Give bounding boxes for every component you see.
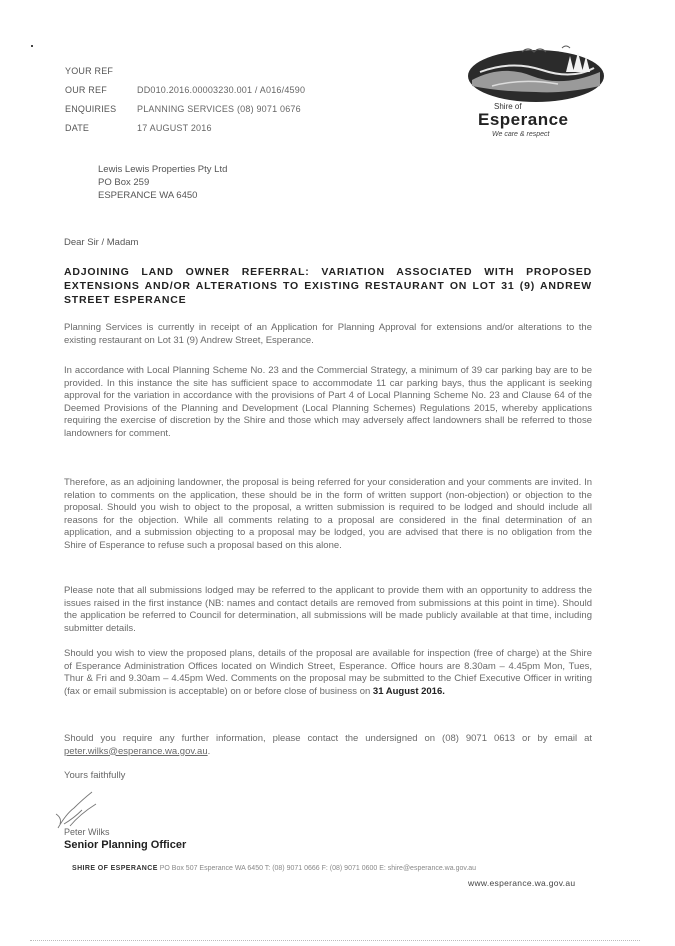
- logo-shire-of: Shire of: [494, 102, 522, 111]
- body-paragraph: Please note that all submissions lodged may be referred to the applicant to provide them with an opportunity to address the issues raised in the first instance (NB: names and contact details are removed from submissions at this point in time). Should the application be referred to Council for determination, all submissions will be made publicly available at that time, including submitter details.: [64, 585, 592, 634]
- paragraph-text: Should you require any further information, please contact the undersigned on (08) 9071 0613 or by email at: [64, 733, 592, 744]
- subject-heading: ADJOINING LAND OWNER REFERRAL: VARIATION ASSOCIATED WITH PROPOSED EXTENSIONS AND/OR ALTERATIONS TO EXISTING RESTAURANT ON LOT 31 (9) ANDREW STREET ESPERANCE: [64, 266, 592, 306]
- footer-contact: PO Box 507 Esperance WA 6450 T: (08) 9071 0666 F: (08) 9071 0600 E: shire@esperance.wa.gov.au: [159, 865, 477, 872]
- body-paragraph: Planning Services is currently in receipt of an Application for Planning Approval for extensions and/or alterations to the existing restaurant on Lot 31 (9) Andrew Street, Esperance.: [64, 322, 592, 346]
- scan-speck: [31, 45, 33, 47]
- reference-row: [65, 118, 305, 137]
- footer-org: SHIRE OF ESPERANCE: [72, 865, 158, 872]
- reference-row: [65, 99, 305, 118]
- paragraph-text: Should you wish to view the proposed plans, details of the proposal are available for inspection (free of charge) at the Shire of Esperance Administration Offices located on Windich Street, Esperance. Office hours are 8.30am – 4.45pm Mon, Tues, Thur & Fri and 9.30am – 4.45pm Wed. Comments on the proposal may be submitted to the Chief Executive Officer in writing (fax or email submission is acceptable) on or before close of business on: [64, 648, 592, 697]
- reference-value: 17 AUGUST 2016: [137, 122, 212, 133]
- shire-emblem-icon: [462, 42, 610, 104]
- reference-label: OUR REF: [65, 84, 107, 95]
- body-paragraph: Therefore, as an adjoining landowner, the proposal is being referred for your consideration and your comments are invited. In relation to comments on the application, these should be in the form of written support (non-objection) or objection to the proposal. Should you wish to object to the proposal, a written submission is required to be lodged and should include all reasons for the objection. While all comments relating to a proposal are considered in the final determination of an application, and a submission objecting to a proposal may be lodged, you are advised that there is no obligation from the Shire of Esperance to refuse such a proposal based on this alone.: [64, 477, 592, 551]
- logo-tagline: We care & respect: [492, 131, 550, 138]
- letterhead-footer: [72, 865, 476, 872]
- reference-value: DD010.2016.00003230.001 / A016/4590: [137, 84, 306, 95]
- paragraph-text: .: [207, 745, 211, 757]
- reference-block: [65, 61, 305, 137]
- email-link[interactable]: peter.wilks@esperance.wa.gov.au: [64, 745, 208, 757]
- closing: Yours faithfully: [64, 770, 126, 781]
- logo-name: Esperance: [478, 110, 569, 129]
- salutation: Dear Sir / Madam: [64, 237, 139, 248]
- recipient-address: [98, 163, 227, 202]
- reference-value: PLANNING SERVICES (08) 9071 0676: [137, 103, 301, 114]
- reference-row: [65, 80, 305, 99]
- reference-label: DATE: [65, 122, 90, 133]
- body-paragraph: In accordance with Local Planning Scheme No. 23 and the Commercial Strategy, a minimum of 39 car parking bay are to be provided. In this instance the site has sufficient space to accommodate 11 car parking bays, thus the applicant is seeking approval for the variation in accordance with the provisions of Part 4 of Local Planning Scheme No. 23 and Clause 64 of the Deemed Provisions of the Planning and Development (Local Planning Schemes) Regulations 2015, whereby applications requiring the exercise of discretion by the Shire and those which may adversely affect landowners shall be referred to those landowners for comment.: [64, 365, 592, 439]
- address-line: Lewis Lewis Properties Pty Ltd: [98, 164, 228, 175]
- signer-title: Senior Planning Officer: [64, 839, 187, 851]
- reference-label: YOUR REF: [65, 65, 114, 76]
- footer-website[interactable]: www.esperance.wa.gov.au: [468, 878, 576, 888]
- bottom-divider: [30, 940, 640, 941]
- reference-label: ENQUIRIES: [65, 103, 117, 114]
- shire-logo: [462, 42, 610, 142]
- signer-name: Peter Wilks: [64, 827, 110, 837]
- body-paragraph: [64, 648, 592, 698]
- address-line: ESPERANCE WA 6450: [98, 190, 198, 201]
- signature-icon: [52, 784, 132, 832]
- address-line: PO Box 259: [98, 177, 150, 188]
- closing-date: 31 August 2016.: [372, 685, 445, 697]
- reference-row: [65, 61, 305, 80]
- body-paragraph: [64, 733, 592, 758]
